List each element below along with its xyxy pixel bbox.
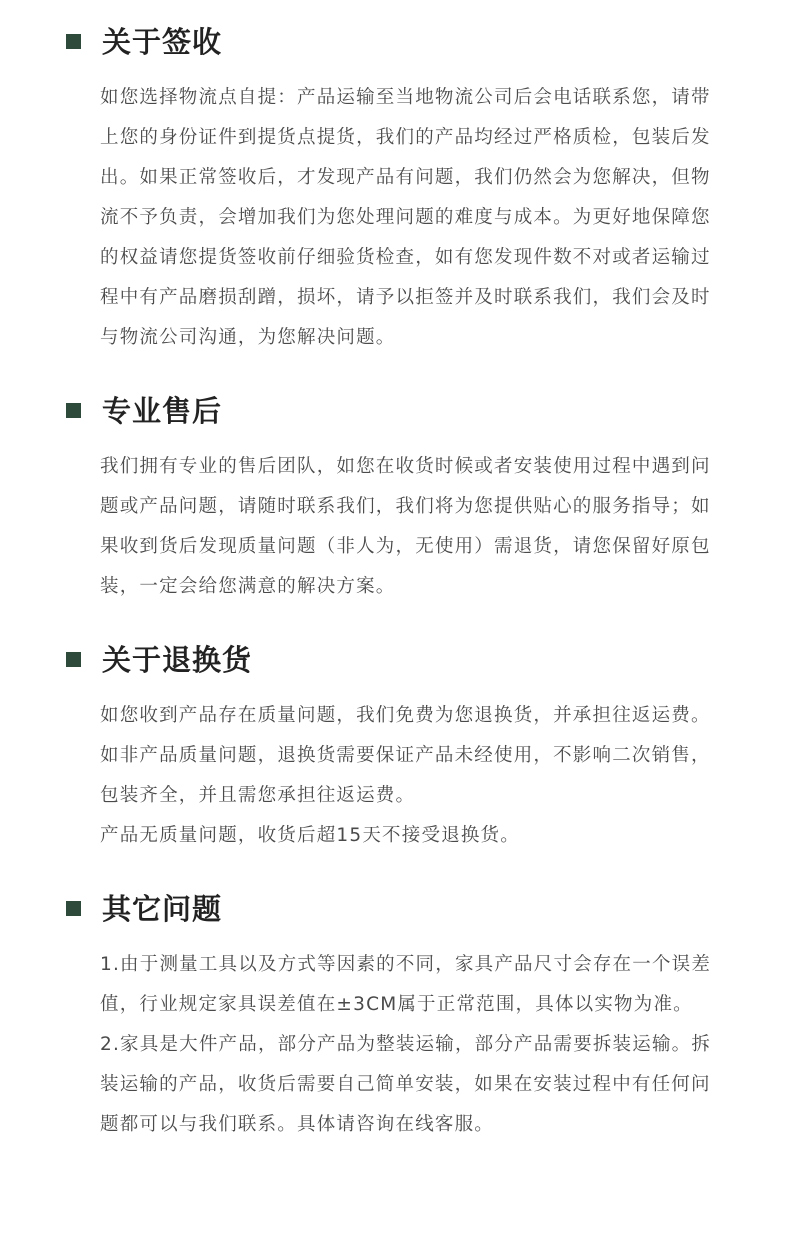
section-header xyxy=(0,889,790,929)
section-returns xyxy=(0,640,790,846)
text-line: 包装齐全，并且需您承担往返运费。 xyxy=(100,785,416,806)
text-line: 出。如果正常签收后，才发现产品有问题，我们仍然会为您解决，但物 xyxy=(100,167,711,188)
text-line: 装运输的产品，收货后需要自己简单安装，如果在安装过程中有任何问 xyxy=(100,1074,711,1095)
section-body xyxy=(100,945,722,1145)
text-line: 1.由于测量工具以及方式等因素的不同，家具产品尺寸会存在一个误差 xyxy=(100,954,712,975)
square-bullet-icon xyxy=(66,652,81,667)
text-line: 的权益请您提货签收前仔细验货检查，如有您发现件数不对或者运输过 xyxy=(100,247,711,268)
text-line: 与物流公司沟通，为您解决问题。 xyxy=(100,327,396,348)
section-title: 其它问题 xyxy=(102,892,223,926)
text-line: 产品无质量问题，收货后超15天不接受退换货。 xyxy=(100,825,520,846)
text-line: 装，一定会给您满意的解决方案。 xyxy=(100,576,396,597)
text-line: 上您的身份证件到提货点提货，我们的产品均经过严格质检，包装后发 xyxy=(100,127,711,148)
text-line: 程中有产品磨损刮蹭，损坏，请予以拒签并及时联系我们，我们会及时 xyxy=(100,287,711,308)
text-line: 果收到货后发现质量问题（非人为，无使用）需退货，请您保留好原包 xyxy=(100,536,711,557)
section-body xyxy=(100,696,722,856)
section-other-issues xyxy=(0,889,790,1135)
text-line: 题都可以与我们联系。具体请咨询在线客服。 xyxy=(100,1114,495,1135)
section-header xyxy=(0,22,790,62)
text-line: 如您收到产品存在质量问题，我们免费为您退换货，并承担往返运费。 xyxy=(100,705,711,726)
text-line: 值，行业规定家具误差值在±3CM属于正常范围，具体以实物为准。 xyxy=(100,994,693,1015)
text-line: 我们拥有专业的售后团队，如您在收货时候或者安装使用过程中遇到问 xyxy=(100,456,711,477)
square-bullet-icon xyxy=(66,403,81,418)
section-signing xyxy=(0,22,790,348)
section-header xyxy=(0,391,790,431)
text-line: 如您选择物流点自提：产品运输至当地物流公司后会电话联系您，请带 xyxy=(100,87,711,108)
text-line: 2.家具是大件产品，部分产品为整装运输，部分产品需要拆装运输。拆 xyxy=(100,1034,712,1055)
section-header xyxy=(0,640,790,680)
section-after-sales xyxy=(0,391,790,597)
section-title: 关于退换货 xyxy=(102,643,253,677)
section-title: 专业售后 xyxy=(102,394,223,428)
text-line: 流不予负责，会增加我们为您处理问题的难度与成本。为更好地保障您 xyxy=(100,207,711,228)
section-body xyxy=(100,447,722,607)
square-bullet-icon xyxy=(66,901,81,916)
square-bullet-icon xyxy=(66,34,81,49)
section-body xyxy=(100,78,722,358)
section-title: 关于签收 xyxy=(102,25,223,59)
text-line: 如非产品质量问题，退换货需要保证产品未经使用，不影响二次销售， xyxy=(100,745,711,766)
text-line: 题或产品问题，请随时联系我们，我们将为您提供贴心的服务指导；如 xyxy=(100,496,711,517)
